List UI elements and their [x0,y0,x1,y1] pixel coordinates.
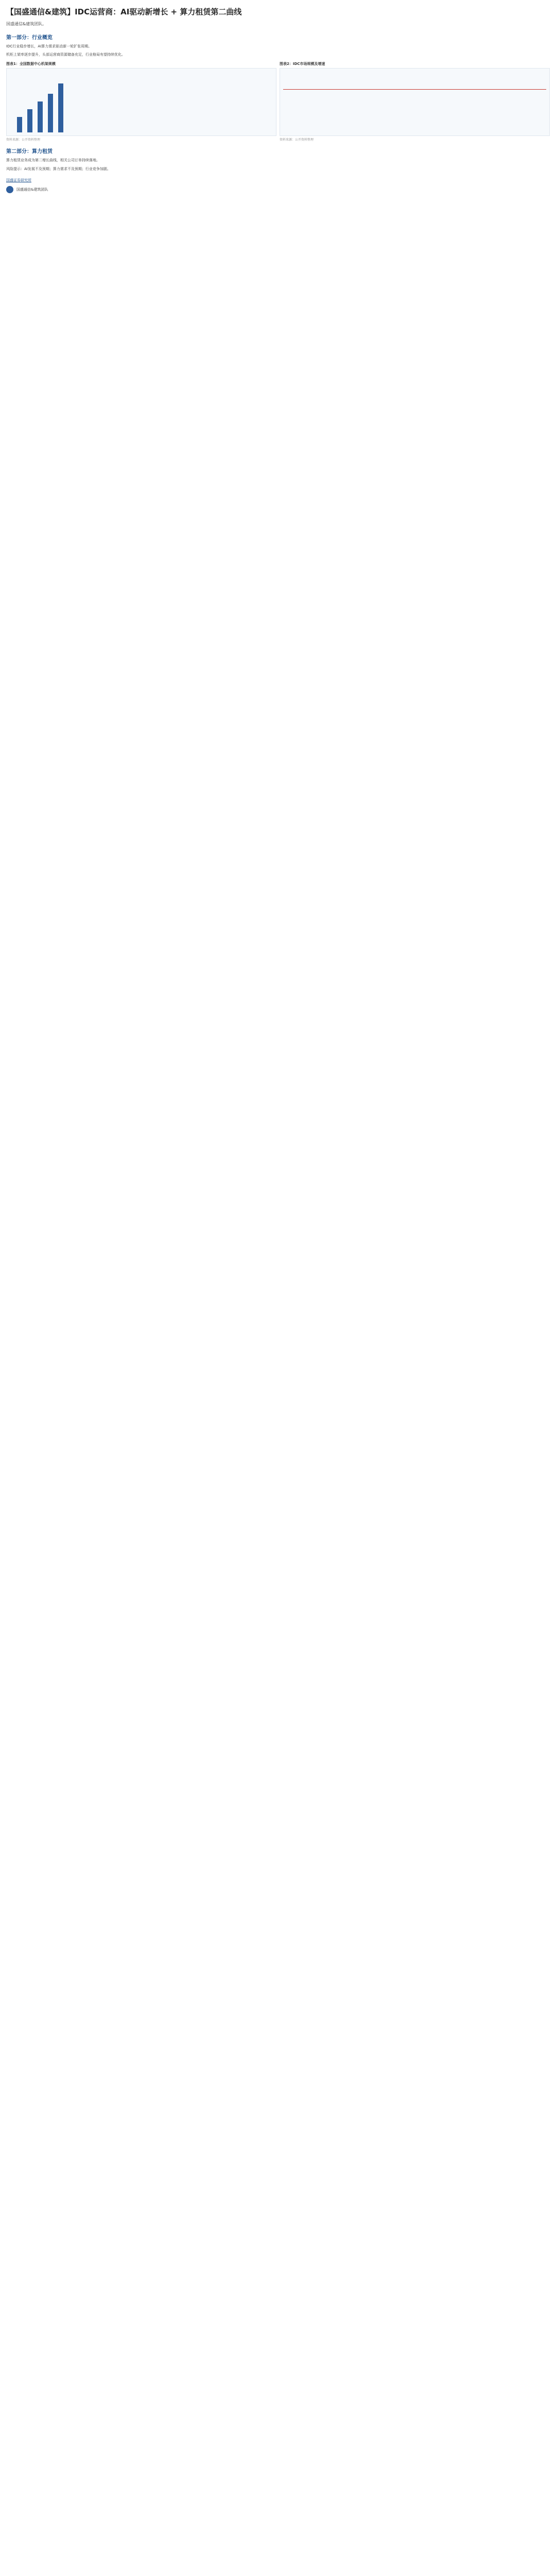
bar [58,83,63,132]
figure-group [6,61,550,142]
footer-link[interactable]: 国盛证券研究所 [6,178,31,182]
figure-source: 资料来源：公开资料整理 [6,138,41,142]
section-2 [6,147,550,164]
intro-text: 国盛通信&建筑团队。 [6,22,47,26]
paragraph: IDC行业稳步增长，AI算力需求驱动新一轮扩张周期。 [6,44,92,48]
paragraph: 算力租赁业务成为第二增长曲线，相关公司订单持续落地。 [6,158,100,162]
figure [6,61,276,142]
figure [280,61,550,142]
chart-bars [6,68,276,136]
author-name: 国盛通信&建筑团队 [16,187,48,192]
report-title: 【国盛通信&建筑】IDC运营商：AI驱动新增长 + 算力租赁第二曲线 [6,7,242,16]
figure-source: 资料来源：公开资料整理 [280,138,314,142]
bar [27,109,32,132]
footer [6,178,550,193]
avatar [6,186,13,193]
bar [38,101,43,132]
bar [17,117,22,132]
chart-line [280,68,550,136]
footer-author [6,186,550,193]
figure-caption: 图表2：IDC市场规模及增速 [280,61,325,66]
risk-warning: 风险提示：AI发展不及预期；算力需求不及预期；行业竞争加剧。 [6,167,111,172]
section-heading: 第一部分：行业概览 [6,35,53,41]
bar [48,94,53,132]
section-heading: 第二部分：算力租赁 [6,148,53,155]
paragraph: 机柜上架率逐步提升，头部运营商资源储备充足，行业格局有望持续优化。 [6,53,125,57]
trend-line [283,89,546,90]
section-1 [6,33,550,58]
figure-caption: 图表1：全国数据中心机架规模 [6,61,56,66]
